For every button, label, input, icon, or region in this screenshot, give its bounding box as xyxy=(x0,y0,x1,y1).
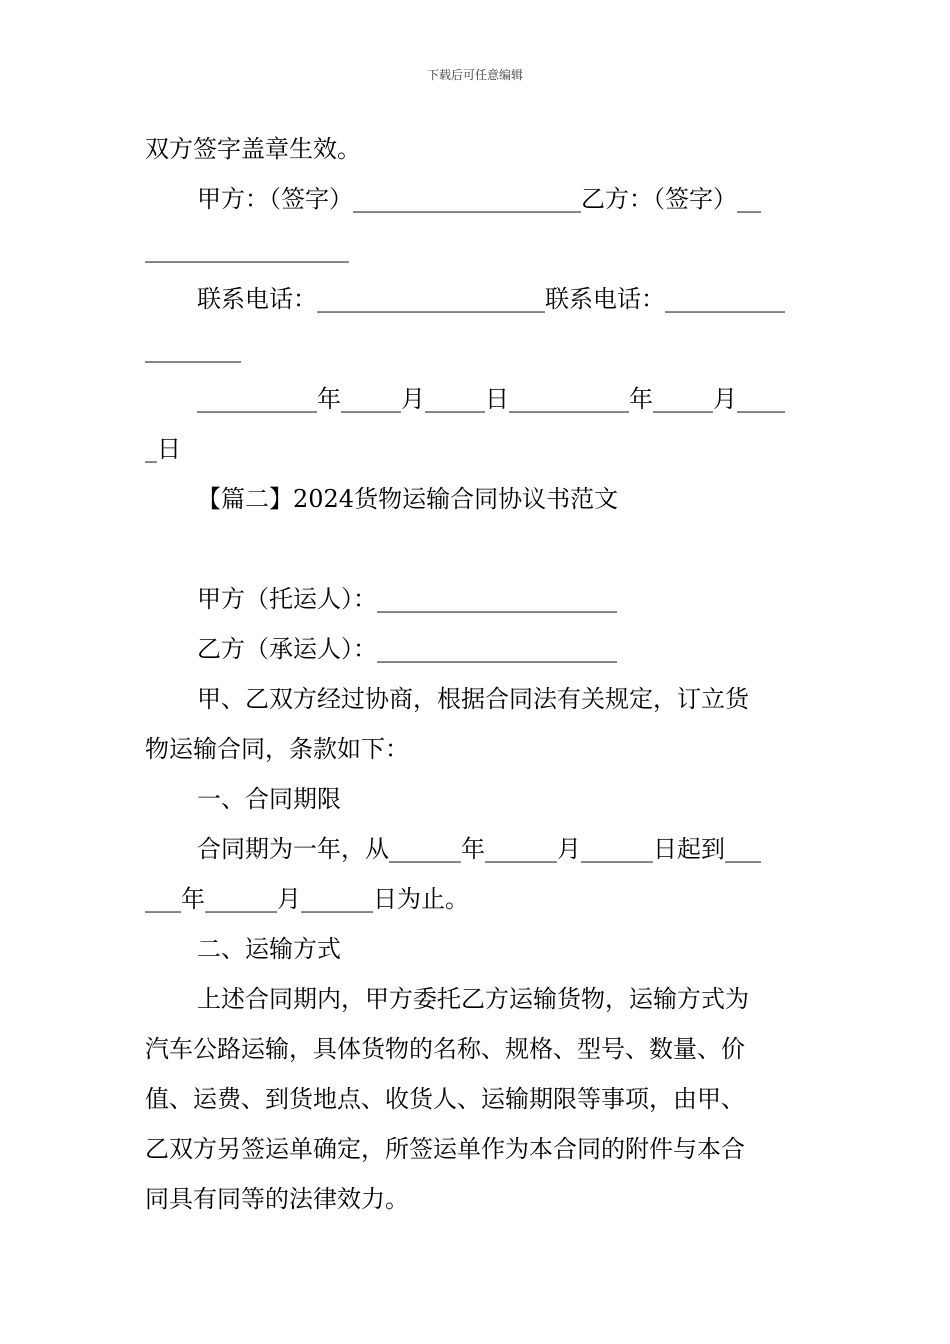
clause-heading-transport: 二、运输方式 xyxy=(197,935,341,963)
phone-line-continued: ________ xyxy=(145,335,241,363)
clause-heading-term: 一、合同期限 xyxy=(197,785,341,813)
signature-line-continued: _________________ xyxy=(145,235,349,263)
date-line-continued: _日 xyxy=(145,435,181,463)
page-header: 下载后可任意编辑 xyxy=(426,68,523,82)
phone-line: 联系电话：___________________联系电话：__________ xyxy=(197,285,785,313)
section-title: 【篇二】2024货物运输合同协议书范文 xyxy=(197,485,619,513)
term-line: 合同期为一年，从______年______月______日起到___ xyxy=(197,835,761,863)
transport-paragraph-line: 乙双方另签运单确定，所签运单作为本合同的附件与本合 xyxy=(145,1135,745,1163)
party-b-line: 乙方（承运人）：____________________ xyxy=(197,635,617,663)
transport-paragraph-line: 值、运费、到货地点、收货人、运输期限等事项，由甲、 xyxy=(145,1085,745,1113)
preamble-line: 甲、乙双方经过协商，根据合同法有关规定，订立货 xyxy=(197,685,749,713)
signature-line: 甲方：（签字）___________________乙方：（签字）__ xyxy=(197,185,761,213)
date-line: __________年_____月_____日__________年_____月____ xyxy=(197,385,785,413)
transport-paragraph-line: 汽车公路运输，具体货物的名称、规格、型号、数量、价 xyxy=(145,1035,745,1063)
term-line-continued: ___年______月______日为止。 xyxy=(145,885,469,913)
closing-line: 双方签字盖章生效。 xyxy=(145,135,361,163)
party-a-line: 甲方（托运人）：____________________ xyxy=(197,585,617,613)
transport-paragraph-line: 同具有同等的法律效力。 xyxy=(145,1185,409,1213)
preamble-line-continued: 物运输合同，条款如下： xyxy=(145,735,409,763)
transport-paragraph-line: 上述合同期内，甲方委托乙方运输货物，运输方式为 xyxy=(197,985,749,1013)
